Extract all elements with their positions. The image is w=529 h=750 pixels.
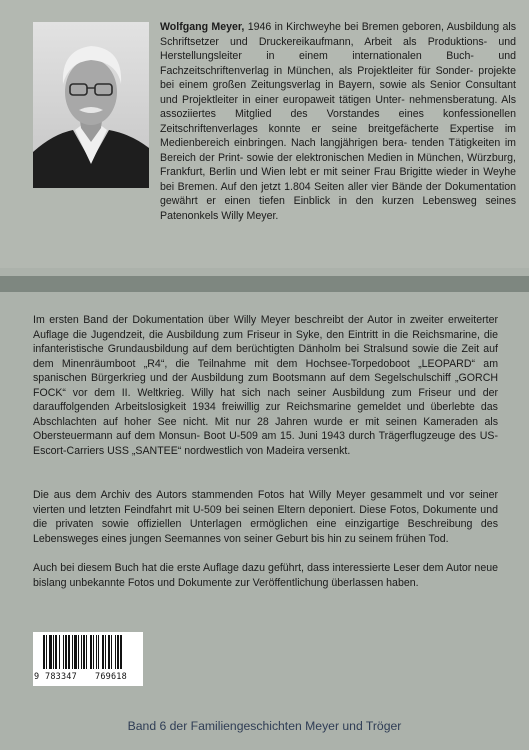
barcode-digits (33, 672, 143, 684)
barcode-bar (53, 635, 54, 669)
blurb-line: Lebensweges eines jungen Seemannes von seiner Geburt bis hin zu seinem frühen Tod. (33, 532, 449, 545)
bio-line: Medien in München, Würzburg, Frankfurt, Berlin und Wien lebt er mit (160, 151, 516, 178)
barcode-bar (83, 635, 85, 669)
blurb-line: Obersteuermann auf dem Monsun- Boot U-509 am 15. Juni 1943 durch Trägerflugzeuge des (33, 430, 477, 442)
barcode-bar (68, 635, 70, 669)
blurb-paragraph-1 (33, 313, 498, 458)
series-title: Band 6 der Familiengeschichten Meyer und Tröger (127, 719, 402, 733)
barcode-bar (102, 635, 104, 669)
bio-line: Einblick in den kurzen Lebensweg seines Patenonkels Willy Meyer. (160, 195, 516, 222)
barcode-bar (96, 635, 97, 669)
blurb-paragraph-2 (33, 488, 498, 546)
barcode-bar (49, 635, 52, 669)
author-portrait-image (33, 22, 149, 188)
bio-line: Senior Consultant und Projektleiter in einer europaweit tätigen Unter- (160, 79, 516, 106)
barcode-digit-first: 9 (34, 672, 40, 682)
bio-line: konfessionellen Zeitschriftenverlages konnte er seine breitgefächerte (160, 108, 516, 135)
bio-line: tenden Tätigkeiten im Bereich der Print- sowie der elektronischen (160, 137, 516, 164)
barcode-bar (90, 635, 92, 669)
blurb-line: Zeit auf dem Minenräumboot „R4“, die Teilnahme mit dem Hochsee-Torpedoboot „LEOPARD“ (33, 343, 498, 370)
bio-line: und Fachzeitschriftenverlag in München, als Projektleiter für Sonder- (160, 50, 516, 77)
author-bio (160, 20, 516, 223)
barcode-bar (115, 635, 116, 669)
author-name: Wolfgang Meyer, (160, 21, 245, 33)
barcode-bar (120, 635, 122, 669)
blurb-line: „GORCH FOCK“ vor dem II. Weltkrieg. Willy hat sich nach seiner Ausbildung zum Friseur und (33, 372, 498, 399)
barcode-bar (43, 635, 45, 669)
bio-line: Ausbildung als Schriftsetzer und Druckereikaufmann, Arbeit als (160, 21, 517, 48)
barcode-bar (63, 635, 64, 669)
divider-band (0, 276, 529, 292)
blurb-paragraph-3 (33, 561, 498, 590)
barcode-bar (105, 635, 106, 669)
barcode-bar (72, 635, 73, 669)
blurb-line: Im ersten Band der Dokumentation über Willy Meyer beschreibt der Autor in zweiter erweiterter (33, 314, 498, 326)
bio-line: Produktions- und Herstellungsleiter in einem internationalen Buch- (160, 35, 517, 62)
barcode-bar (46, 635, 47, 669)
author-photo (33, 22, 149, 188)
bio-line: nehmensberatung. Als assoziiertes Mitglied des Vorstandes eines (160, 93, 516, 120)
blurb-line: am spanischen Bürgerkrieg und der Ausbildung zum Bootsmann auf dem Segelschulschiff (33, 357, 499, 384)
barcode-bar (86, 635, 87, 669)
barcode-bar (65, 635, 67, 669)
barcode-bar (59, 635, 60, 669)
bio-line: projekte bei einem großen Zeitungsverlag in Bayern, sowie als (160, 64, 516, 91)
barcode-bar (81, 635, 82, 669)
blurb-line: der darauffolgenden Arbeitslosigkeit 1934 freiwillig zur Reichsmarine gemeldet und überlebte (33, 386, 498, 413)
blurb-line: Die aus dem Archiv des Autors stammenden Fotos hat Willy Meyer gesammelt und vor seiner (33, 489, 498, 501)
barcode-bar (55, 635, 57, 669)
barcode-bar (108, 635, 110, 669)
blurb-line: die infanteristische Grundausbildung auf dem berüchtigten Dänholm bei Stralsund sowie die (33, 328, 498, 355)
blurb-line: neue bislang unbekannte Fotos und Dokumente zur Veröffentlichung überlassen haben. (33, 562, 498, 589)
blurb-line: und die privaten sowie offiziellen Unterlagen ermöglichen eine einzigartige Beschreibung des (33, 503, 498, 530)
barcode-bar (78, 635, 79, 669)
barcode-bar (117, 635, 119, 669)
blurb-line: Auch bei diesem Buch hat die erste Auflage dazu geführt, dass interessierte Leser dem Autor (33, 562, 472, 574)
blurb-line: vierten und letzten Feindfahrt mit U-509 bei seinen Eltern deponiert. Diese Fotos, Dokumente (33, 503, 477, 516)
barcode-bars (33, 632, 143, 672)
barcode-bar (93, 635, 94, 669)
bio-line: Seiten aller vier Bände der Dokumentation gewährt er einen tiefen (160, 180, 517, 207)
blurb-line: Auflage die Jugendzeit, die Ausbildung zum Friseur in Syke, den Eintritt in die Reichsmarine, (33, 328, 480, 341)
barcode-bar (74, 635, 77, 669)
barcode-bar (111, 635, 112, 669)
blurb-line: US-Escort-Carriers USS „SANTEE“ nordwestlich von Madeira versenkt. (33, 430, 498, 457)
bio-line: seiner Frau Brigitte wieder in Weyhe bei Bremen. Auf den jetzt 1.804 (160, 166, 516, 193)
barcode-digits-mid: 783347 (45, 672, 77, 682)
bio-line: 1946 in Kirchweyhe bei Bremen geboren, (247, 21, 444, 33)
blurb-line: das Abschlachten auf hoher See nicht. Mit nur 28 Jahren wurde er mit seinen Kameraden als (33, 401, 498, 428)
bio-line: Expertise im Medienbereich einbringen. Nach langjährigen bera- (160, 122, 517, 149)
barcode-digits-last: 769618 (95, 672, 127, 682)
isbn-barcode (33, 632, 143, 686)
barcode-bar (98, 635, 99, 669)
